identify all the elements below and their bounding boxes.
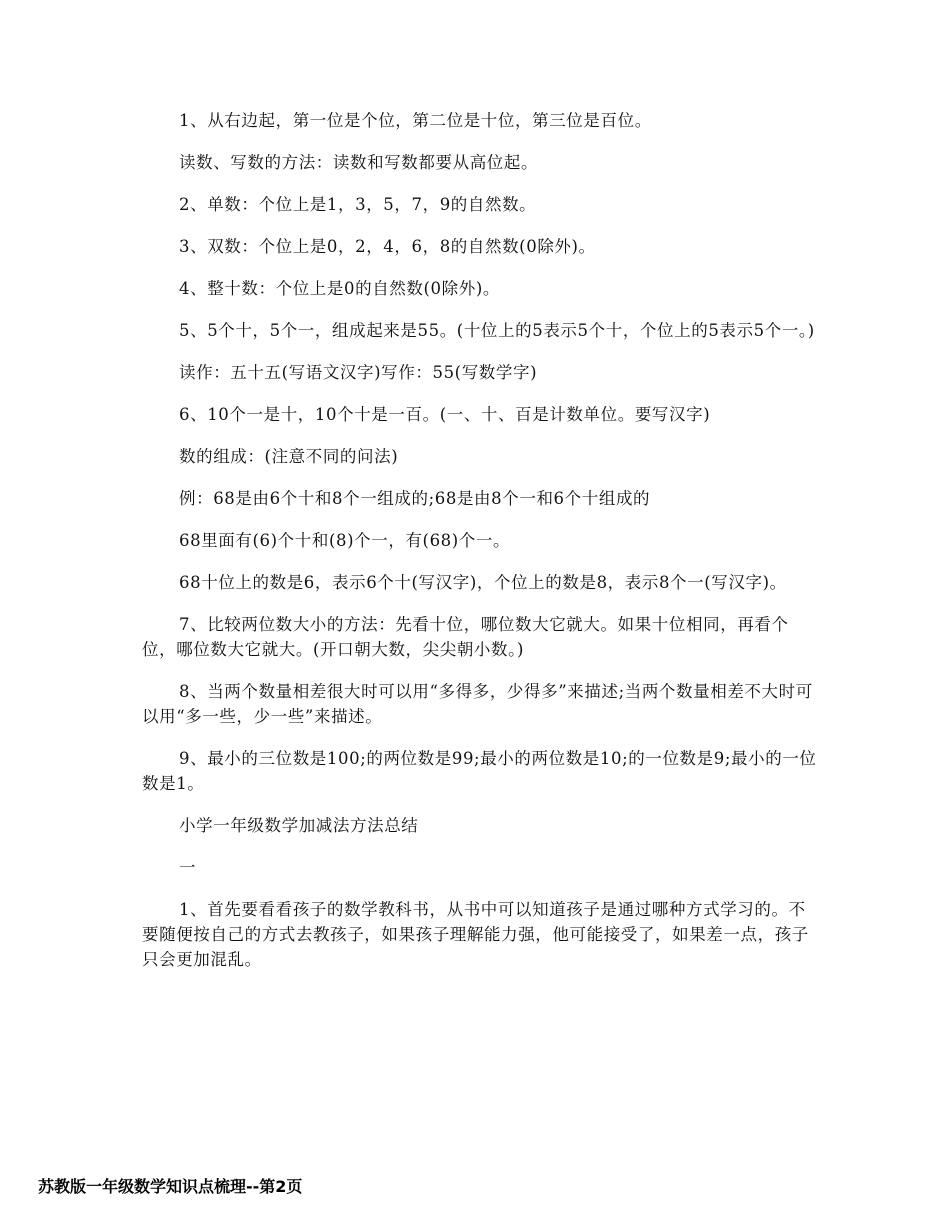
paragraph-counting-units: 6、10个一是十，10个十是一百。(一、十、百是计数单位。要写汉字): [179, 405, 711, 424]
paragraph-example-68: 例：68是由6个十和8个一组成的;68是由8个一和6个十组成的: [179, 489, 651, 508]
paragraph-composition-55: 5、5个十，5个一，组成起来是55。(十位上的5表示5个十，个位上的5表示5个一。): [179, 321, 815, 340]
paragraph-number-composition: 数的组成：(注意不同的问法): [179, 447, 399, 466]
paragraph-read-as-write-as: 读作：五十五(写语文汉字)写作：55(写数学字): [179, 363, 538, 382]
paragraph-even-numbers: 3、双数：个位上是0，2，4，6，8的自然数(0除外)。: [179, 237, 596, 256]
paragraph-read-write-method: 读数、写数的方法：读数和写数都要从高位起。: [179, 153, 539, 172]
paragraph-compare-two-digit: 7、比较两位数大小的方法：先看十位，哪位数大它就大。如果十位相同，再看个位，哪位数大它就大。(开口朝大数，尖尖朝小数。): [142, 615, 789, 659]
paragraph-whole-tens: 4、整十数：个位上是0的自然数(0除外)。: [179, 279, 500, 298]
paragraph-68-place-values: 68十位上的数是6，表示6个十(写汉字)，个位上的数是8，表示8个一(写汉字)。: [179, 573, 787, 592]
section-heading-addition-subtraction: 小学一年级数学加减法方法总结: [179, 816, 419, 835]
paragraph-digit-positions: 1、从右边起，第一位是个位，第二位是十位，第三位是百位。: [179, 111, 652, 130]
paragraph-68-contains: 68里面有(6)个十和(8)个一，有(68)个一。: [179, 531, 511, 550]
paragraph-smallest-largest: 9、最小的三位数是100;的两位数是99;最小的两位数是10;的一位数是9;最小的一位数是1。: [142, 749, 817, 793]
document-body: [142, 108, 817, 989]
section-number-one: 一: [179, 858, 197, 877]
paragraph-textbook-advice: 1、首先要看看孩子的数学教科书，从书中可以知道孩子是通过哪种方式学习的。不要随便按自己的方式去教孩子，如果孩子理解能力强，他可能接受了，如果差一点，孩子只会更加混乱。: [142, 900, 809, 969]
paragraph-describe-difference: 8、当两个数量相差很大时可以用“多得多，少得多”来描述;当两个数量相差不大时可以用“多一些，少一些”来描述。: [142, 682, 813, 726]
page-footer: 苏教版一年级数学知识点梳理--第2页: [38, 1177, 303, 1196]
paragraph-odd-numbers: 2、单数：个位上是1，3，5，7，9的自然数。: [179, 195, 537, 214]
